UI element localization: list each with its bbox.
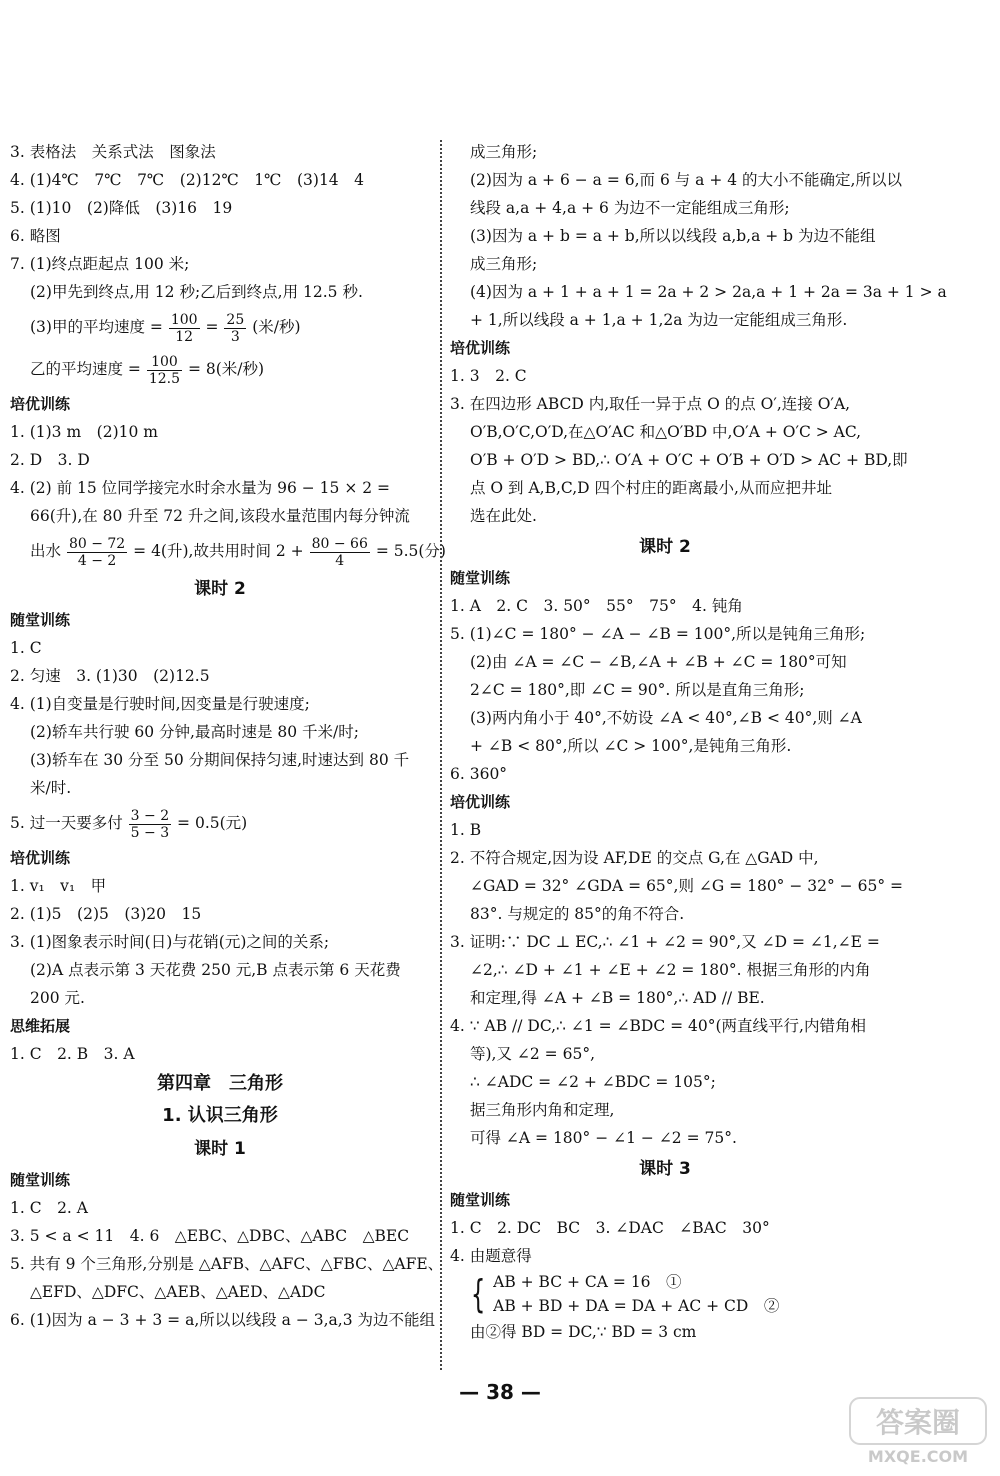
text: = bbox=[205, 318, 219, 336]
section-heading: 随堂训练 bbox=[450, 569, 511, 587]
equation-1: AB + BC + CA = 16 ① bbox=[493, 1273, 682, 1291]
answer-line: 选在此处. bbox=[470, 507, 537, 525]
answer-line: 6. 略图 bbox=[10, 227, 61, 245]
answer-line: 83°. 与规定的 85°的角不符合. bbox=[470, 905, 685, 923]
text: 出水 bbox=[30, 542, 62, 560]
text: 5. 过一天要多付 bbox=[10, 814, 123, 832]
answer-line: ∠2,∴ ∠D + ∠1 + ∠E + ∠2 = 180°. 根据三角形的内角 bbox=[470, 961, 871, 979]
answer-line: 2. 不符合规定,因为设 AF,DE 的交点 G,在 △GAD 中, bbox=[450, 849, 819, 867]
lesson-heading: 课时 3 bbox=[639, 1159, 691, 1179]
text: = 8(米/秒) bbox=[187, 360, 265, 378]
section-heading: 随堂训练 bbox=[10, 611, 71, 629]
answer-line: 3. (1)图象表示时间(日)与花销(元)之间的关系; bbox=[10, 933, 330, 951]
answer-line: 1. (1)3 m (2)10 m bbox=[10, 423, 158, 441]
fraction bbox=[67, 536, 127, 569]
watermark-logo-graphic bbox=[848, 1396, 988, 1468]
answer-line: 1. C 2. A bbox=[10, 1199, 88, 1217]
answer-line: 3. 在四边形 ABCD 内,取任一异于点 O 的点 O′,连接 O′A, bbox=[450, 395, 851, 413]
answer-line: ∠GAD = 32° ∠GDA = 65°,则 ∠G = 180° − 32° − 65° = bbox=[470, 877, 903, 895]
answer-line: 1. C 2. B 3. A bbox=[10, 1045, 135, 1063]
answer-line: 66(升),在 80 升至 72 升之间,该段水量范围内每分钟流 bbox=[30, 507, 410, 525]
answer-line: 2. (1)5 (2)5 (3)20 15 bbox=[10, 905, 202, 923]
section-title: 1. 认识三角形 bbox=[162, 1105, 278, 1126]
answer-line: 5. (1)∠C = 180° − ∠A − ∠B = 100°,所以是钝角三角形; bbox=[450, 625, 866, 643]
watermark-logo bbox=[848, 1396, 988, 1472]
answer-line: (2)A 点表示第 3 天花费 250 元,B 点表示第 6 天花费 bbox=[30, 961, 401, 979]
answer-line: 6. (1)因为 a − 3 + 3 = a,所以以线段 a − 3,a,3 为边不能组 bbox=[10, 1311, 436, 1329]
answer-line: 3. 表格法 关系式法 图象法 bbox=[10, 143, 216, 161]
answer-line: (2)由 ∠A = ∠C − ∠B,∠A + ∠B + ∠C = 180°可知 bbox=[470, 653, 847, 671]
page-number: — 38 — bbox=[459, 1380, 541, 1404]
section-heading: 随堂训练 bbox=[10, 1171, 71, 1189]
answer-line: O′B + O′D > BD,∴ O′A + O′C + O′B + O′D > AC + BD,即 bbox=[470, 451, 908, 469]
answer-line: 200 元. bbox=[30, 989, 85, 1007]
numerator: 25 bbox=[226, 311, 245, 328]
answer-line: 4. (1)4℃ 7℃ 7℃ (2)12℃ 1℃ (3)14 4 bbox=[10, 171, 365, 189]
answer-line: 点 O 到 A,B,C,D 四个村庄的距离最小,从而应把井址 bbox=[470, 479, 832, 497]
denominator: 12.5 bbox=[148, 370, 181, 387]
formula-line bbox=[10, 306, 430, 348]
denominator: 5 − 3 bbox=[130, 824, 170, 841]
answer-line: 1. C bbox=[10, 639, 42, 657]
answer-line: 和定理,得 ∠A + ∠B = 180°,∴ AD // BE. bbox=[470, 989, 765, 1007]
answer-line: (3)因为 a + b = a + b,所以以线段 a,b,a + b 为边不能组 bbox=[470, 227, 876, 245]
answer-line: (3)轿车在 30 分至 50 分期间保持匀速,时速达到 80 千 bbox=[30, 751, 410, 769]
answer-line: 1. C 2. DC BC 3. ∠DAC ∠BAC 30° bbox=[450, 1219, 770, 1237]
answer-line: 4. 由题意得 bbox=[450, 1247, 532, 1265]
answer-line: (3)两内角小于 40°,不妨设 ∠A < 40°,∠B < 40°,则 ∠A bbox=[470, 709, 862, 727]
answer-line: 4. (1)自变量是行驶时间,因变量是行驶速度; bbox=[10, 695, 310, 713]
section-heading: 思维拓展 bbox=[10, 1017, 71, 1035]
answer-line: ∴ ∠ADC = ∠2 + ∠BDC = 105°; bbox=[470, 1073, 716, 1091]
chapter-title: 第四章 三角形 bbox=[157, 1073, 283, 1094]
answer-line: 2. 匀速 3. (1)30 (2)12.5 bbox=[10, 667, 210, 685]
fraction bbox=[224, 312, 246, 345]
formula-line bbox=[10, 802, 430, 844]
lesson-heading: 课时 1 bbox=[194, 1139, 246, 1159]
text: 乙的平均速度 = bbox=[30, 360, 141, 378]
answer-line: 3. 证明:∵ DC ⊥ EC,∴ ∠1 + ∠2 = 90°,又 ∠D = ∠1,∠E = bbox=[450, 933, 880, 951]
answer-line: 据三角形内角和定理, bbox=[470, 1101, 615, 1119]
answer-line: + ∠B < 80°,所以 ∠C > 100°,是钝角三角形. bbox=[470, 737, 792, 755]
answer-line: 由②得 BD = DC,∵ BD = 3 cm bbox=[470, 1323, 697, 1341]
answer-line: 4. ∵ AB // DC,∴ ∠1 = ∠BDC = 40°(两直线平行,内错角相 bbox=[450, 1017, 866, 1035]
section-heading: 培优训练 bbox=[10, 395, 71, 413]
numerator: 80 − 72 bbox=[68, 535, 126, 552]
answer-line: (2)轿车共行驶 60 分钟,最高时速是 80 千米/时; bbox=[30, 723, 359, 741]
answer-line: (2)甲先到终点,用 12 秒;乙后到终点,用 12.5 秒. bbox=[30, 283, 363, 301]
answer-line: 2∠C = 180°,即 ∠C = 90°. 所以是直角三角形; bbox=[470, 681, 805, 699]
numerator: 3 − 2 bbox=[130, 807, 170, 824]
answer-line: 1. v₁ v₁ 甲 bbox=[10, 877, 107, 895]
section-heading: 培优训练 bbox=[450, 793, 511, 811]
section-heading: 培优训练 bbox=[10, 849, 71, 867]
section-heading: 随堂训练 bbox=[450, 1191, 511, 1209]
answer-line: (2)因为 a + 6 − a = 6,而 6 与 a + 4 的大小不能确定,所以以 bbox=[470, 171, 902, 189]
formula-line bbox=[10, 530, 446, 572]
watermark-text: 答案圈 bbox=[875, 1406, 961, 1439]
text: = 5.5(分) bbox=[375, 542, 446, 560]
answer-line: 4. (2) 前 15 位同学接完水时余水量为 96 − 15 × 2 = bbox=[10, 479, 391, 497]
answer-line: 成三角形; bbox=[470, 255, 538, 273]
numerator: 100 bbox=[170, 311, 198, 328]
answer-line: 线段 a,a + 4,a + 6 为边不一定能组成三角形; bbox=[470, 199, 790, 217]
fraction bbox=[147, 354, 182, 387]
fraction bbox=[169, 312, 200, 345]
denominator: 12 bbox=[175, 328, 194, 345]
text: = 0.5(元) bbox=[177, 814, 248, 832]
numerator: 100 bbox=[147, 354, 182, 371]
answer-line: 1. A 2. C 3. 50° 55° 75° 4. 钝角 bbox=[450, 597, 743, 615]
answer-line: + 1,所以线段 a + 1,a + 1,2a 为边一定能组成三角形. bbox=[470, 311, 848, 329]
lesson-heading: 课时 2 bbox=[639, 537, 691, 557]
section-heading: 培优训练 bbox=[450, 339, 511, 357]
fraction bbox=[129, 808, 171, 841]
denominator: 4 bbox=[335, 552, 345, 569]
text: (米/秒) bbox=[252, 318, 301, 336]
lesson-heading: 课时 2 bbox=[194, 579, 246, 599]
brace-icon: { bbox=[470, 1272, 486, 1316]
answer-line: 米/时. bbox=[30, 779, 72, 797]
answer-line: (4)因为 a + 1 + a + 1 = 2a + 2 > 2a,a + 1 + 2a = 3a + 1 > a bbox=[470, 283, 947, 301]
left-column bbox=[10, 138, 446, 1334]
denominator: 4 − 2 bbox=[77, 552, 117, 569]
answer-line: 1. B bbox=[450, 821, 482, 839]
answer-line: 1. 3 2. C bbox=[450, 367, 527, 385]
equation-2: AB + BD + DA = DA + AC + CD ② bbox=[493, 1297, 780, 1315]
answer-line: 7. (1)终点距起点 100 米; bbox=[10, 255, 190, 273]
answer-line: 3. 5 < a < 11 4. 6 △EBC、△DBC、△ABC △BEC bbox=[10, 1227, 410, 1245]
denominator: 3 bbox=[230, 328, 240, 345]
text: = 4(升),故共用时间 2 + bbox=[133, 542, 304, 560]
equation-system bbox=[450, 1270, 880, 1318]
column-divider bbox=[440, 140, 442, 1370]
numerator: 80 − 66 bbox=[311, 535, 368, 552]
watermark-url: MXQE.COM bbox=[867, 1447, 969, 1466]
answer-line: 6. 360° bbox=[450, 765, 508, 783]
fraction bbox=[310, 536, 370, 569]
answer-line: 5. (1)10 (2)降低 (3)16 19 bbox=[10, 199, 233, 217]
answer-line: 等),又 ∠2 = 65°, bbox=[470, 1045, 595, 1063]
answer-line: O′B,O′C,O′D,在△O′AC 和△O′BD 中,O′A + O′C > AC, bbox=[470, 423, 862, 441]
right-column bbox=[450, 138, 947, 1346]
answer-line: 可得 ∠A = 180° − ∠1 − ∠2 = 75°. bbox=[470, 1129, 737, 1147]
text: (3)甲的平均速度 = bbox=[30, 318, 163, 336]
answer-line: △EFD、△DFC、△AEB、△AED、△ADC bbox=[30, 1283, 326, 1301]
formula-line bbox=[10, 348, 430, 390]
answer-line: 2. D 3. D bbox=[10, 451, 90, 469]
equation-list bbox=[493, 1270, 779, 1318]
answer-line: 5. 共有 9 个三角形,分别是 △AFB、△AFC、△FBC、△AFE、 bbox=[10, 1255, 444, 1273]
answer-line: 成三角形; bbox=[470, 143, 538, 161]
